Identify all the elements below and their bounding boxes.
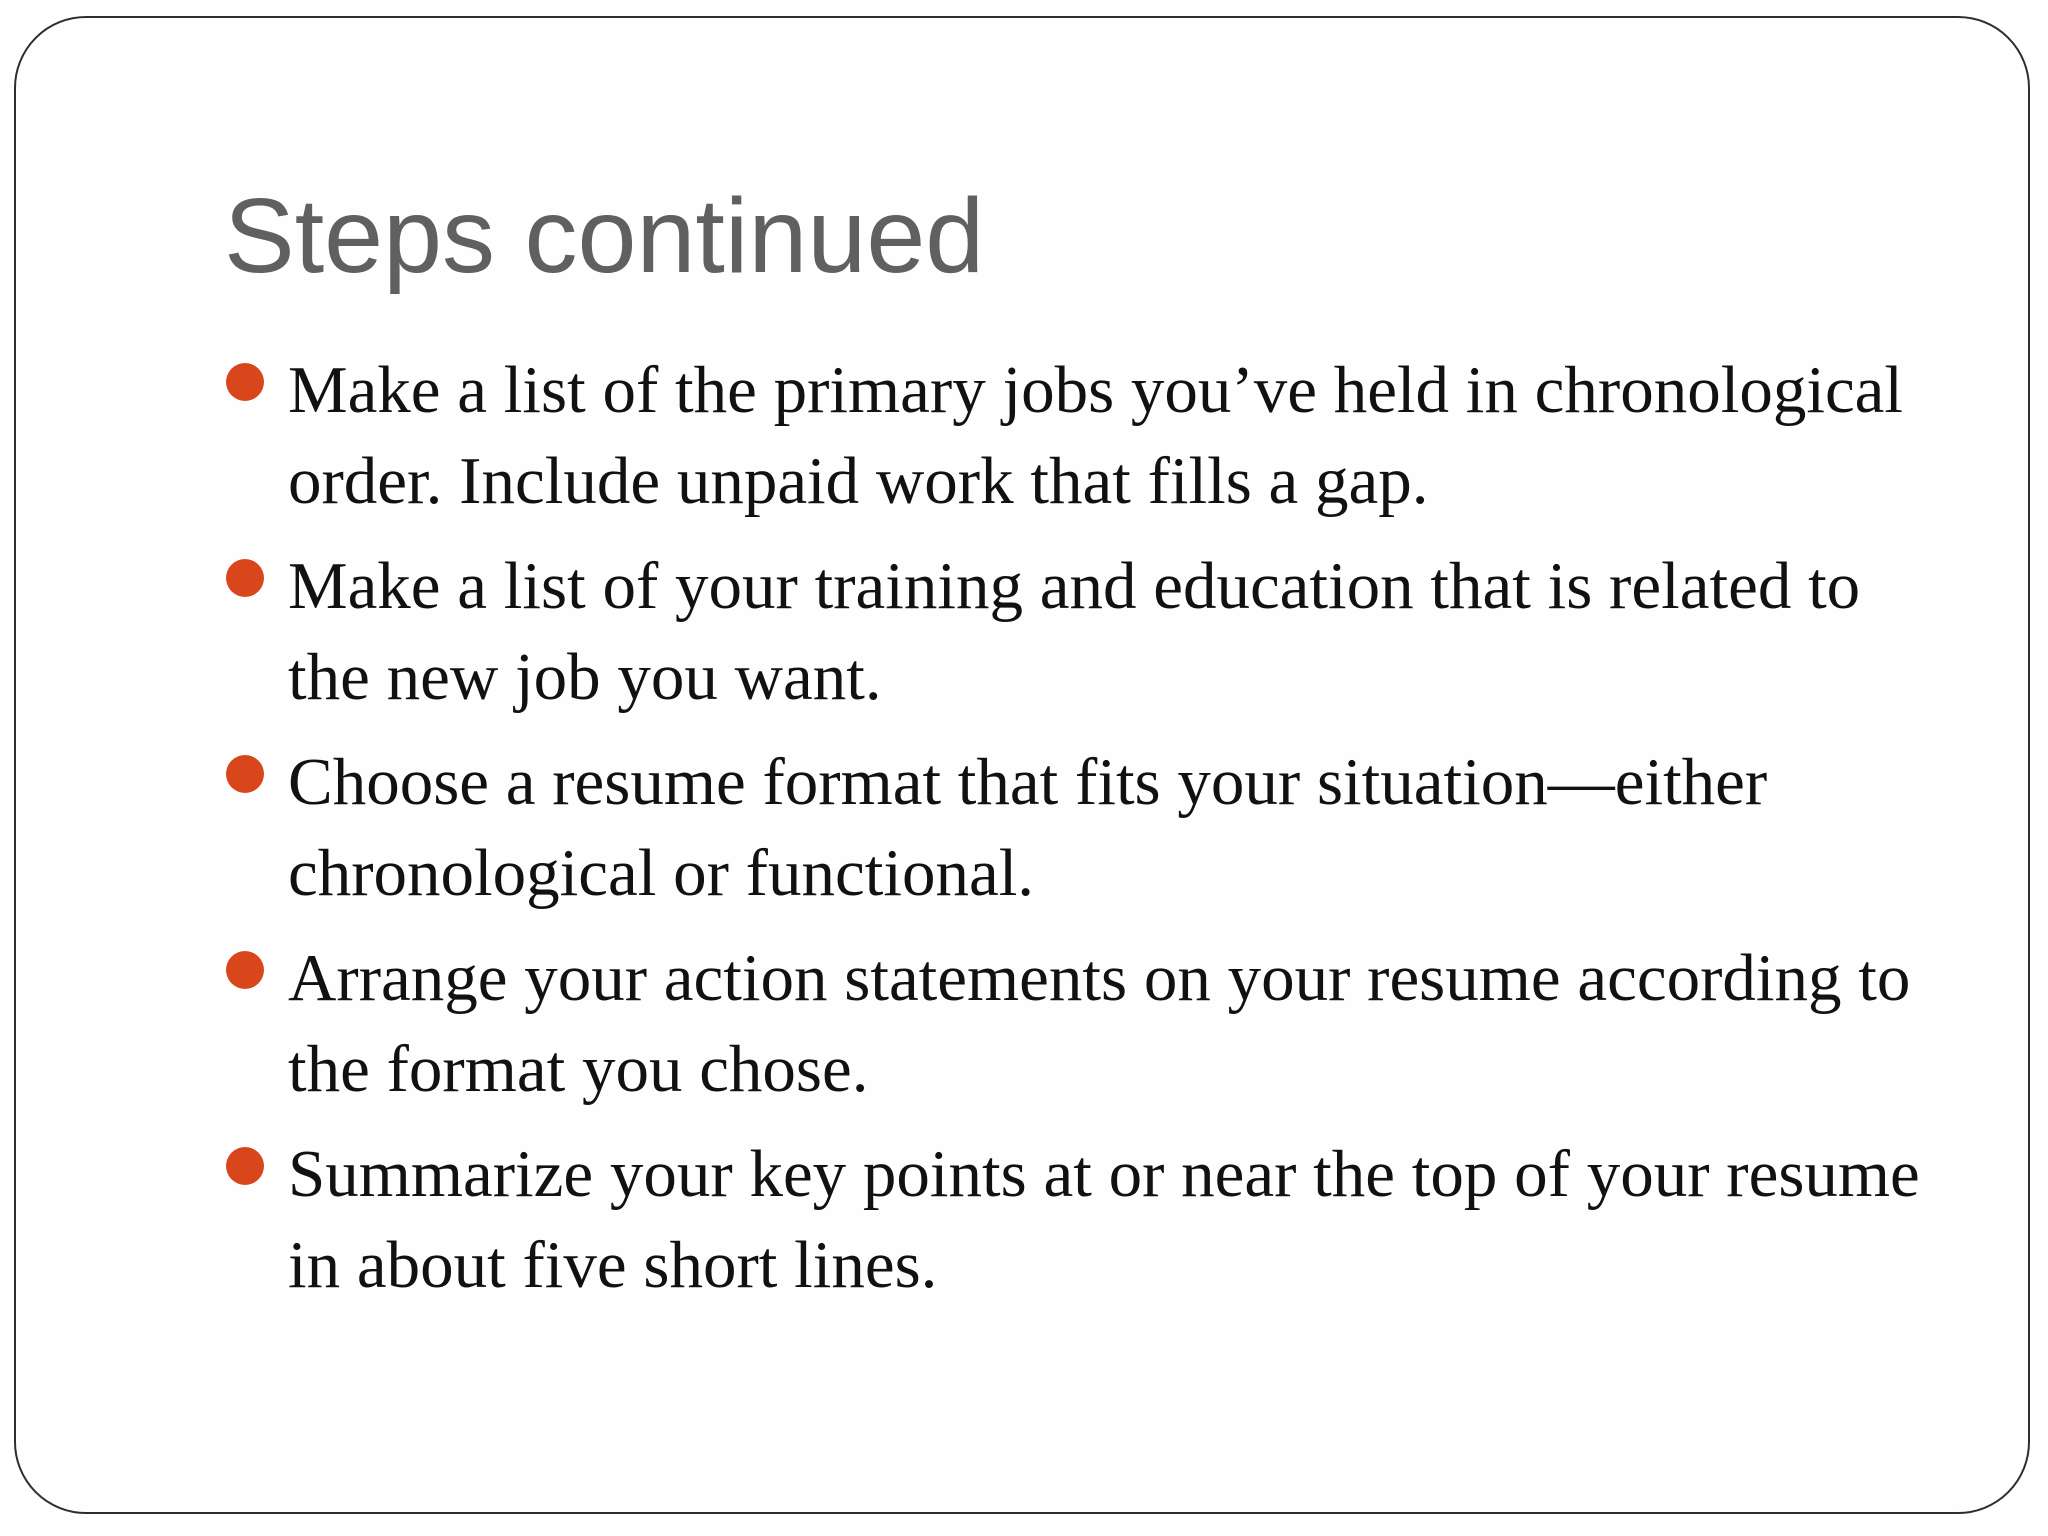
list-item-text: Make a list of the primary jobs you’ve held in chronological order. Include unpaid work that fills a gap. — [288, 353, 1904, 518]
bullet-dot-icon — [226, 951, 264, 989]
list-item-text: Summarize your key points at or near the top of your resume in about five short lines. — [288, 1137, 1920, 1302]
list-item — [224, 933, 1944, 1115]
bullet-dot-icon — [226, 755, 264, 793]
list-item-text: Arrange your action statements on your resume according to the format you chose. — [288, 941, 1911, 1106]
list-item — [224, 345, 1944, 527]
list-item-text: Make a list of your training and education that is related to the new job you want. — [288, 549, 1861, 714]
bullet-list — [224, 345, 1944, 1325]
bullet-dot-icon — [226, 559, 264, 597]
list-item — [224, 541, 1944, 723]
bullet-dot-icon — [226, 363, 264, 401]
slide-title: Steps continued — [224, 177, 985, 295]
list-item — [224, 1129, 1944, 1311]
bullet-dot-icon — [226, 1147, 264, 1185]
list-item-text: Choose a resume format that fits your situation—either chronological or functional. — [288, 745, 1768, 910]
list-item — [224, 737, 1944, 919]
